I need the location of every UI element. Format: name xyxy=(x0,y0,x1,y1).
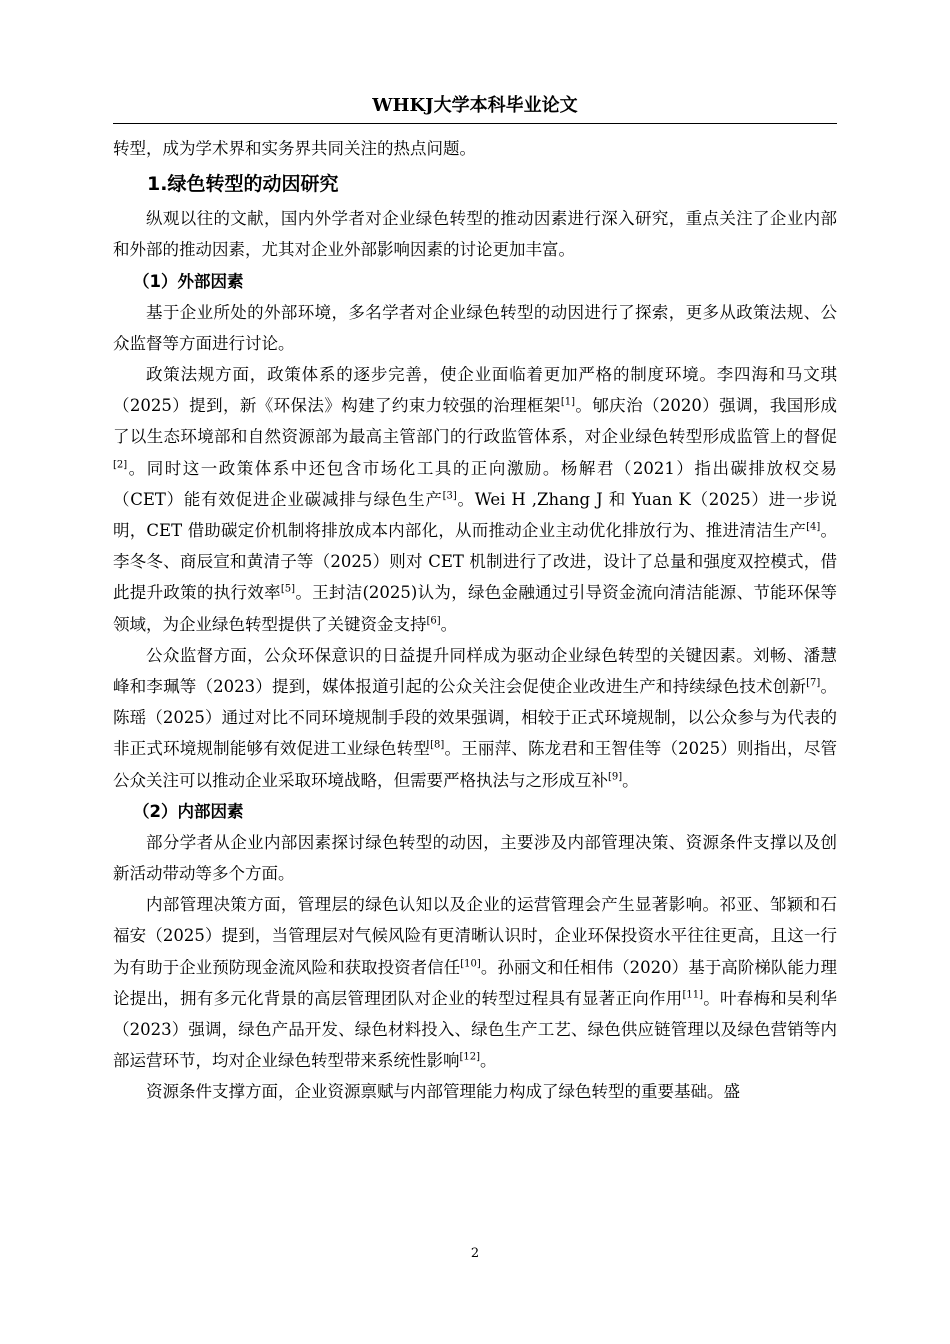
citation: [7] xyxy=(806,677,821,689)
paragraph-resources: 资源条件支撑方面，企业资源禀赋与内部管理能力构成了绿色转型的重要基础。盛 xyxy=(146,1082,740,1102)
paragraph-public-supervision xyxy=(113,640,837,796)
paragraph-external-overview: 基于企业所处的外部环境，多名学者对企业绿色转型的动因进行了探索，更多从政策法规、公众监督等方面进行讨论。 xyxy=(113,302,837,353)
citation: [1] xyxy=(560,396,575,408)
citation: [3] xyxy=(442,490,457,502)
paragraph-policy xyxy=(113,359,837,640)
text-run: 。王封洁(2025)认为，绿色金融通过引导资金流向清洁能源、节能环保等领域，为企业绿色转型提供了关键资金支持 xyxy=(113,583,838,634)
text-run: 。李冬冬、商辰宣和黄清子等（2025）则对 CET 机制进行了改进，设计了总量和强度双控模式，借此提升政策的执行效率 xyxy=(113,521,837,603)
text-run: 。同时这一政策体系中还包含市场化工具的正向激励。杨解君（2021）指出碳排放权交易（CET）能有效促进企业碳减排与绿色生产 xyxy=(113,458,837,509)
citation: [10] xyxy=(460,958,481,970)
paragraph-internal-overview: 部分学者从企业内部因素探讨绿色转型的动因，主要涉及内部管理决策、资源条件支撑以及创新活动带动等多个方面。 xyxy=(113,832,837,884)
text-run: 。孙丽文和任相伟（2020）基于高阶梯队能力理论提出，拥有多元化背景的高层管理团队对企业的转型过程具有显著正向作用 xyxy=(113,957,838,1008)
text-run: 。 xyxy=(622,770,639,790)
citation: [6] xyxy=(426,615,441,627)
citation: [8] xyxy=(430,739,445,751)
subheading-internal-factors: （2）内部因素 xyxy=(133,801,244,821)
text-run: 。 xyxy=(480,1051,497,1071)
text-run: 。陈瑶（2025）通过对比不同环境规制手段的效果强调，相较于正式环境规制，以公众参与为代表的非正式环境规制能够有效促进工业绿色转型 xyxy=(113,677,838,759)
document-body xyxy=(113,133,837,1108)
citation: [12] xyxy=(459,1051,481,1063)
citation: [2] xyxy=(113,459,128,471)
text-run: 政策法规方面，政策体系的逐步完善，使企业面临着更加严格的制度环境。李四海和马文琪（2025）提到，新《环保法》构建了约束力较强的治理框架 xyxy=(113,365,837,416)
header-rule xyxy=(113,123,837,124)
text-run: 。王丽萍、陈龙君和王智佳等（2025）则指出，尽管公众关注可以推动企业采取环境战略，但需要严格执法与之形成互补 xyxy=(113,739,838,790)
page-header: WHKJ大学本科毕业论文 xyxy=(372,95,578,116)
citation: [9] xyxy=(608,771,623,783)
text-run: 公众监督方面，公众环保意识的日益提升同样成为驱动企业绿色转型的关键因素。刘畅、潘慧峰和李珮等（2023）提到，媒体报道引起的公众关注会促使企业改进生产和持续绿色技术创新 xyxy=(113,645,837,697)
paragraph-management xyxy=(113,889,837,1076)
text-run: 。Wei H ,Zhang J 和 Yuan K（2025）进一步说明，CET 借助碳定价机制将排放成本内部化，从而推动企业主动优化排放行为、推进清洁生产 xyxy=(113,489,837,541)
citation: [11] xyxy=(682,989,704,1001)
section-heading: 1.绿色转型的动因研究 xyxy=(147,173,339,196)
text-run: 。叶春梅和吴利华（2023）强调，绿色产品开发、绿色材料投入、绿色生产工艺、绿色供应链管理以及绿色营销等内部运营环节，均对企业绿色转型带来系统性影响 xyxy=(113,988,838,1071)
text-run: 内部管理决策方面，管理层的绿色认知以及企业的运营管理会产生显著影响。祁亚、邹颖和石福安（2025）提到，当管理层对气候风险有更清晰认识时，企业环保投资水平往往更高，且这一行为有助于企业预防现金流风险和获取投资者信任 xyxy=(113,895,837,977)
text-run: 。郇庆治（2020）强调，我国形成了以生态环境部和自然资源部为最高主管部门的行政监管体系，对企业绿色转型形成监管上的督促 xyxy=(113,396,837,447)
text-run: 。 xyxy=(440,614,458,634)
paragraph-intro: 纵观以往的文献，国内外学者对企业绿色转型的推动因素进行深入研究，重点关注了企业内部和外部的推动因素，尤其对企业外部影响因素的讨论更加丰富。 xyxy=(113,209,837,260)
citation: [5] xyxy=(280,583,296,595)
citation: [4] xyxy=(806,521,821,533)
page-number: 2 xyxy=(470,1246,480,1261)
paragraph-continued: 转型，成为学术界和实务界共同关注的热点问题。 xyxy=(113,139,476,158)
subheading-external-factors: （1）外部因素 xyxy=(133,271,244,291)
